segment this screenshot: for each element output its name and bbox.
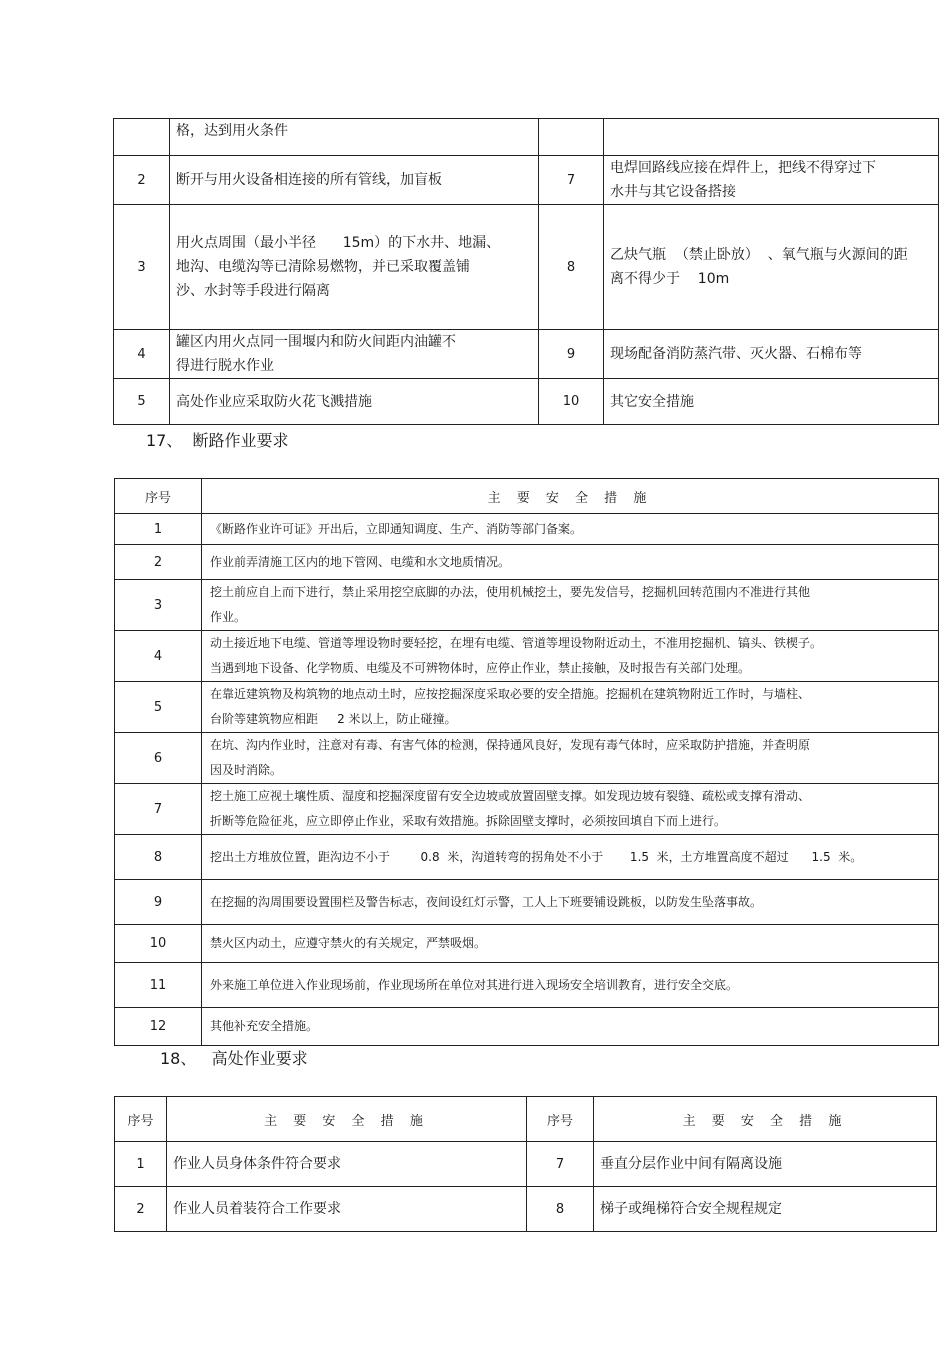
table-row <box>115 1142 937 1187</box>
measure-text-right: 乙炔气瓶 （禁止卧放） 、氧气瓶与火源间的距 离不得少于 10m <box>604 205 939 330</box>
measure-text: 动土接近地下电缆、管道等埋设物时要轻挖，在埋有电缆、管道等埋设物附近动土，不准用挖掘机、镐头、铁楔子。 当遇到地下设备、化学物质、电缆及不可辨物体时，应停止作业，禁止接触，及时报告有关部门处理。 <box>202 631 939 682</box>
row-number: 10 <box>115 925 202 963</box>
measure-text-right: 其它安全措施 <box>604 379 939 425</box>
table-header-row <box>115 479 939 514</box>
table-row <box>115 925 939 963</box>
table-row <box>115 1187 937 1232</box>
row-number-right: 7 <box>527 1142 594 1187</box>
row-number: 3 <box>115 580 202 631</box>
measure-text: 在坑、沟内作业时，注意对有毒、有害气体的检测，保持通风良好，发现有毒气体时，应采取防护措施，并查明原 因及时消除。 <box>202 733 939 784</box>
row-number: 7 <box>115 784 202 835</box>
row-number: 1 <box>115 514 202 545</box>
measure-text: 《断路作业许可证》开出后，立即通知调度、生产、消防等部门备案。 <box>202 514 939 545</box>
measure-text: 挖出土方堆放位置，距沟边不小于 0.8 米，沟道转弯的拐角处不小于 1.5 米，土方堆置高度不超过 1.5 米。 <box>202 835 939 880</box>
row-number-left: 4 <box>114 330 170 379</box>
table-row <box>115 580 939 631</box>
measure-text-left: 作业人员身体条件符合要求 <box>167 1142 527 1187</box>
row-number-right <box>539 119 604 156</box>
table-row <box>115 963 939 1008</box>
measure-text-left: 罐区内用火点同一围堰内和防火间距内油罐不 得进行脱水作业 <box>170 330 539 379</box>
table-row <box>115 514 939 545</box>
row-number-left: 5 <box>114 379 170 425</box>
measure-text-left: 用火点周围（最小半径 15m）的下水井、地漏、 地沟、电缆沟等已清除易燃物，并已采取覆盖铺 沙、水封等手段进行隔离 <box>170 205 539 330</box>
row-number: 11 <box>115 963 202 1008</box>
measure-text: 作业前弄清施工区内的地下管网、电缆和水文地质情况。 <box>202 545 939 580</box>
measure-text-left: 断开与用火设备相连接的所有管线，加盲板 <box>170 156 539 205</box>
header-measures: 主 要 安 全 措 施 <box>202 479 939 514</box>
row-number-left: 2 <box>114 156 170 205</box>
header-number: 序号 <box>115 479 202 514</box>
table-header-row <box>115 1097 937 1142</box>
row-number: 8 <box>115 835 202 880</box>
measure-text: 挖土前应自上而下进行，禁止采用挖空底脚的办法，使用机械挖土，要先发信号，挖掘机回转范围内不准进行其他 作业。 <box>202 580 939 631</box>
measure-text: 在靠近建筑物及构筑物的地点动土时，应按挖掘深度采取必要的安全措施。挖掘机在建筑物附近工作时，与墙柱、 台阶等建筑物应相距 2 米以上，防止碰撞。 <box>202 682 939 733</box>
row-number-right: 7 <box>539 156 604 205</box>
measure-text-right: 电焊回路线应接在焊件上，把线不得穿过下 水井与其它设备搭接 <box>604 156 939 205</box>
table-row <box>115 1008 939 1046</box>
row-number-left: 3 <box>114 205 170 330</box>
measure-text: 禁火区内动土，应遵守禁火的有关规定，严禁吸烟。 <box>202 925 939 963</box>
row-number: 12 <box>115 1008 202 1046</box>
measure-text-right: 梯子或绳梯符合安全规程规定 <box>594 1187 937 1232</box>
measure-text-right: 现场配备消防蒸汽带、灭火器、石棉布等 <box>604 330 939 379</box>
measure-text-right: 垂直分层作业中间有隔离设施 <box>594 1142 937 1187</box>
row-number-right: 8 <box>527 1187 594 1232</box>
row-number: 9 <box>115 880 202 925</box>
measure-text-left: 格，达到用火条件 <box>170 119 539 156</box>
table-row <box>115 631 939 682</box>
measure-text-left: 作业人员着装符合工作要求 <box>167 1187 527 1232</box>
table-row <box>115 835 939 880</box>
row-number: 2 <box>115 545 202 580</box>
row-number-right: 10 <box>539 379 604 425</box>
table-row <box>114 156 939 205</box>
measure-text-left: 高处作业应采取防火花飞溅措施 <box>170 379 539 425</box>
table-row <box>114 379 939 425</box>
row-number-left: 2 <box>115 1187 167 1232</box>
measure-text: 其他补充安全措施。 <box>202 1008 939 1046</box>
row-number: 6 <box>115 733 202 784</box>
table-row <box>115 880 939 925</box>
table-row <box>114 119 939 156</box>
header-measures-left: 主 要 安 全 措 施 <box>167 1097 527 1142</box>
section-17-title: 17、 断路作业要求 <box>146 431 289 450</box>
table-row <box>114 205 939 330</box>
section-18-title: 18、 高处作业要求 <box>160 1049 308 1068</box>
table-row <box>115 733 939 784</box>
measure-text: 挖土施工应视土壤性质、湿度和挖掘深度留有安全边坡或放置固壁支撑。如发现边坡有裂缝、疏松或支撑有滑动、 折断等危险征兆，应立即停止作业，采取有效措施。拆除固壁支撑时，必须按回填自下而上进行。 <box>202 784 939 835</box>
row-number: 4 <box>115 631 202 682</box>
header-number-right: 序号 <box>527 1097 594 1142</box>
hot-work-measures-table <box>113 118 939 425</box>
row-number-right: 9 <box>539 330 604 379</box>
header-number-left: 序号 <box>115 1097 167 1142</box>
measure-text-right <box>604 119 939 156</box>
table-row <box>114 330 939 379</box>
road-breaking-measures-table <box>114 478 939 1046</box>
table-row <box>115 545 939 580</box>
table-row <box>115 682 939 733</box>
measure-text: 外来施工单位进入作业现场前，作业现场所在单位对其进行进入现场安全培训教育，进行安全交底。 <box>202 963 939 1008</box>
header-measures-right: 主 要 安 全 措 施 <box>594 1097 937 1142</box>
row-number-right: 8 <box>539 205 604 330</box>
measure-text: 在挖掘的沟周围要设置围栏及警告标志，夜间设红灯示警，工人上下班要铺设跳板，以防发生坠落事故。 <box>202 880 939 925</box>
height-work-measures-table <box>114 1096 937 1232</box>
row-number: 5 <box>115 682 202 733</box>
table-row <box>115 784 939 835</box>
row-number-left: 1 <box>115 1142 167 1187</box>
row-number-left <box>114 119 170 156</box>
